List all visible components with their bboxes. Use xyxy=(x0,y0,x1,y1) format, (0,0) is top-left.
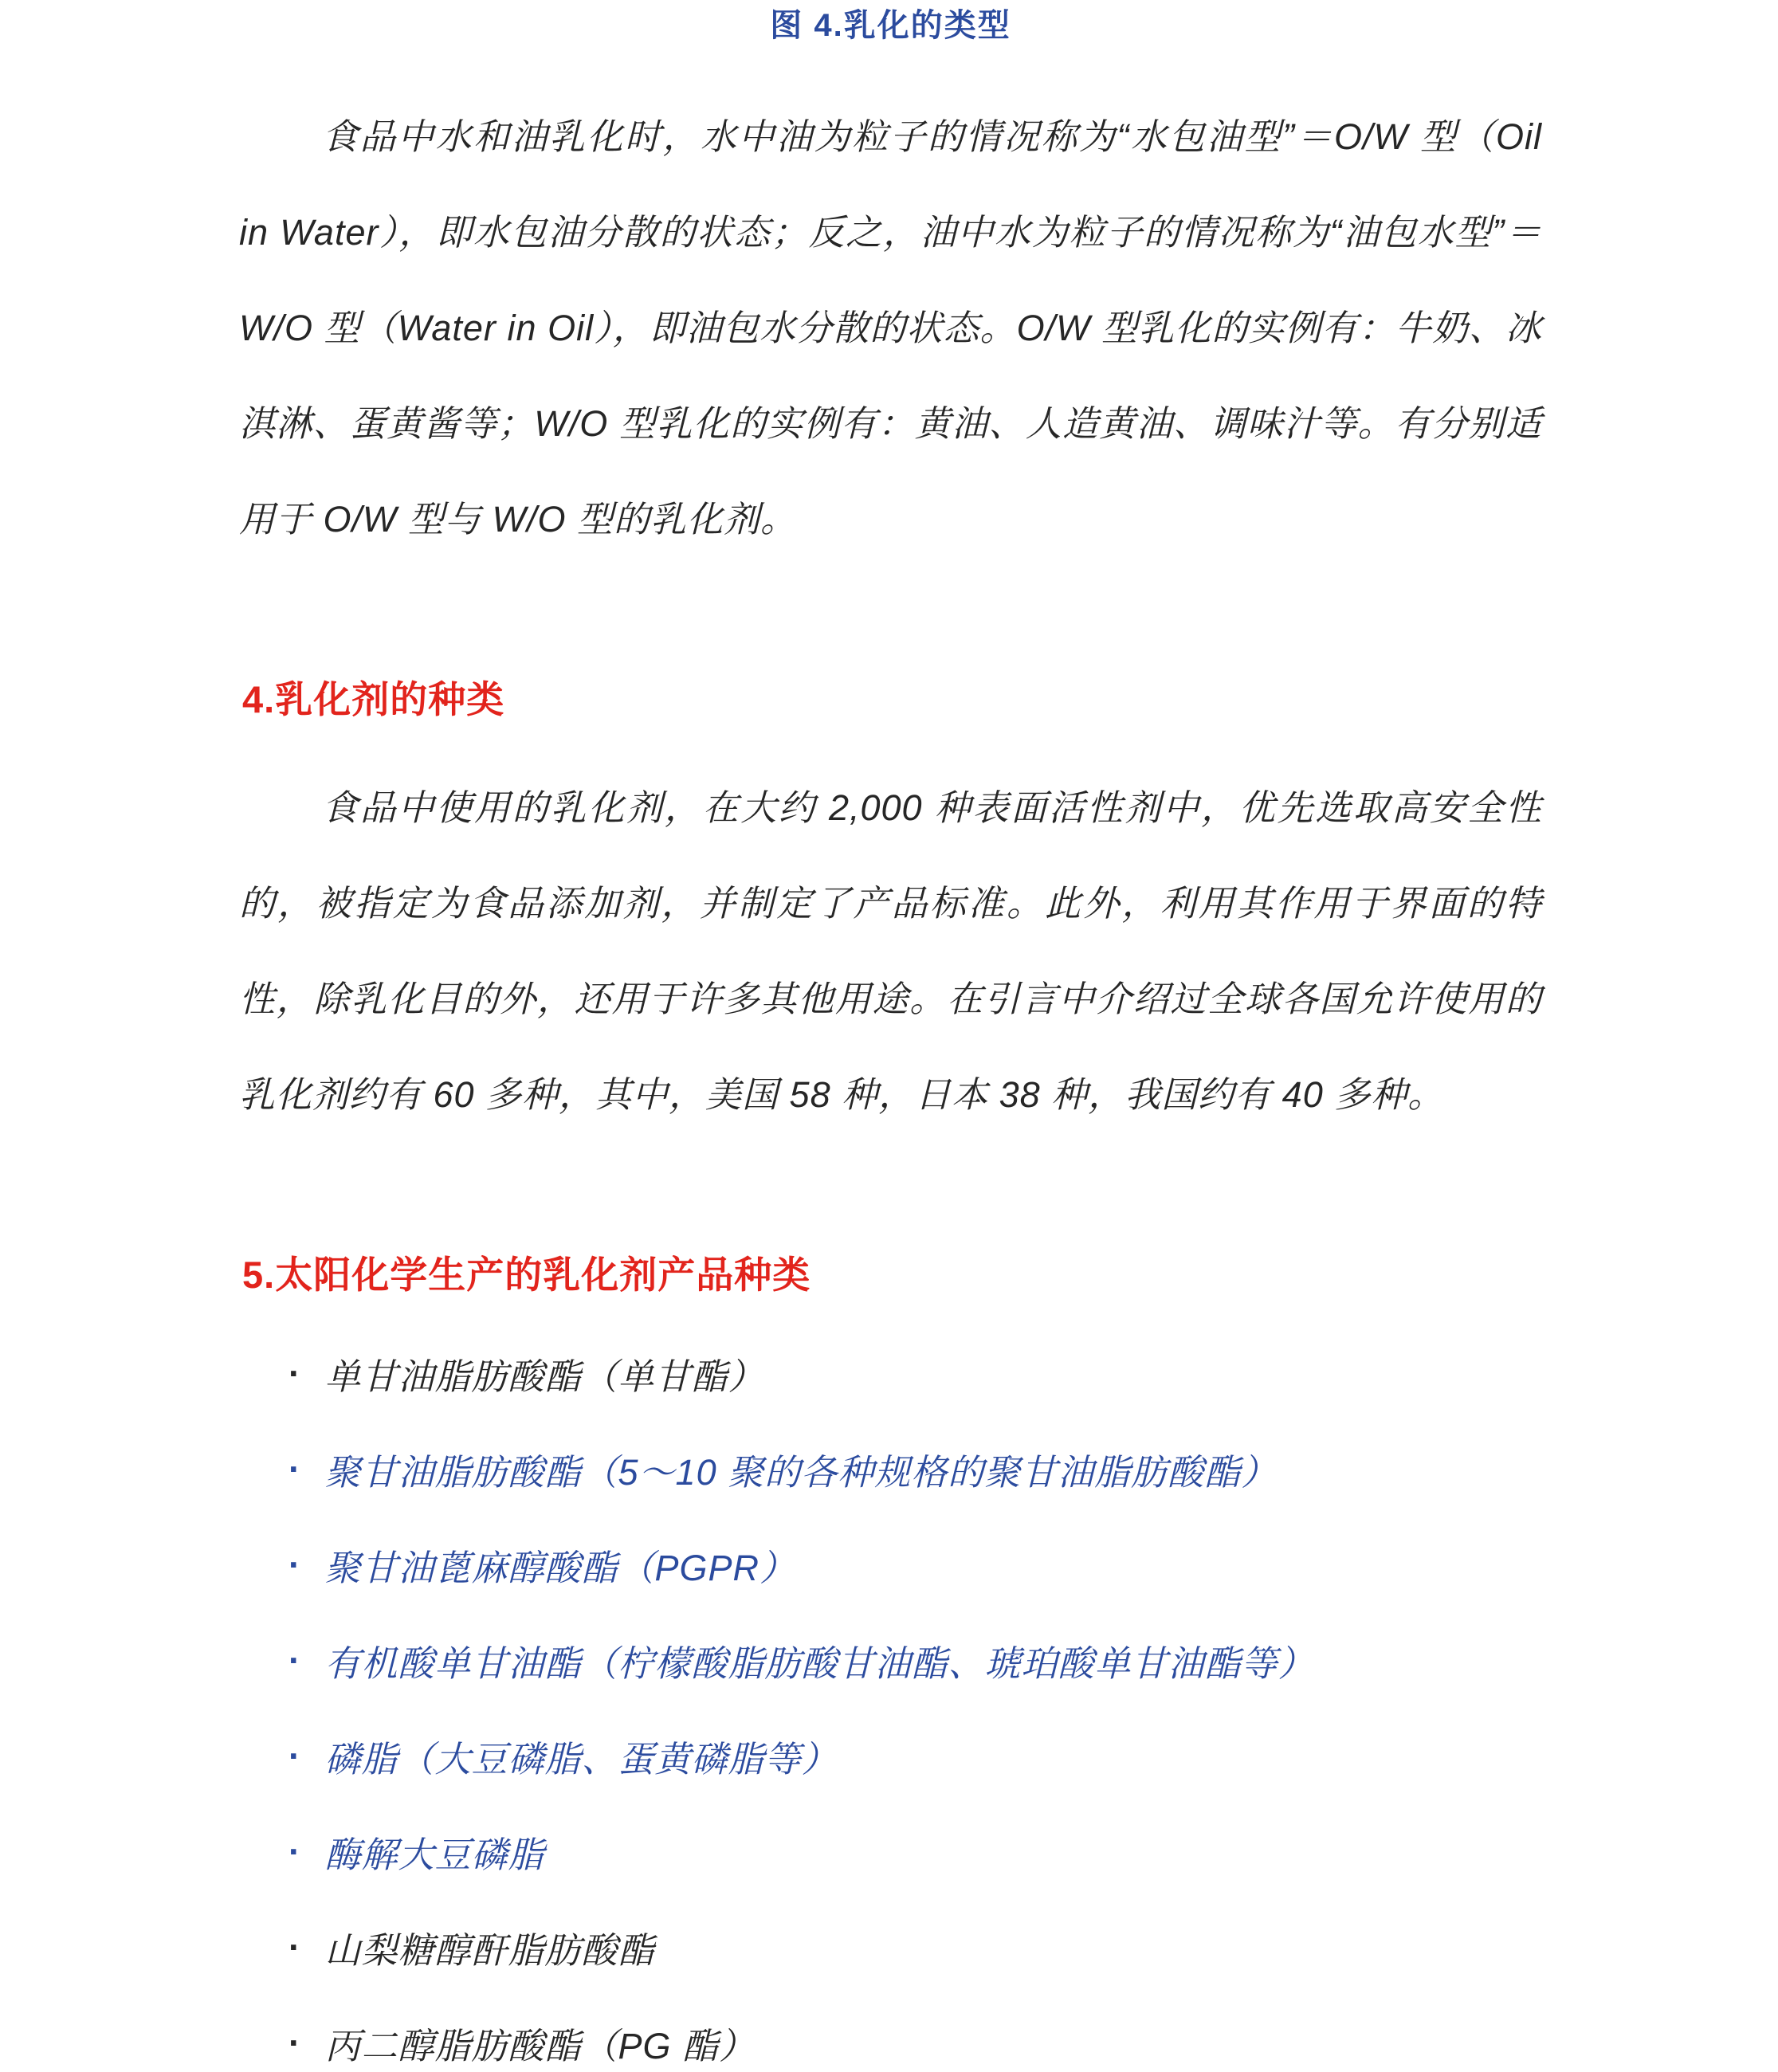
section-heading-emulsifier-types: 4.乳化剂的种类 xyxy=(242,678,505,720)
intro-paragraph: 食品中水和油乳化时，水中油为粒子的情况称为“水包油型”＝O/W 型（Oil in Water），即水包油分散的状态；反之，油中水为粒子的情况称为“油包水型”＝W/O 型（Water in Oil），即油包水分散的状态。O/W 型乳化的实例有：牛奶、冰淇淋、蛋黄酱等；W/O 型乳化的实例有：黄油、人造黄油、调味汁等。有分别适用于 O/W 型与 W/O 型的乳化剂。 xyxy=(239,116,1542,540)
bullet-icon: · xyxy=(288,2023,301,2063)
list-item-text: 山梨糖醇酐脂肪酸酯 xyxy=(324,1930,655,1971)
list-item-polyglycerol-ester xyxy=(288,1425,1542,1521)
list-item-organic-acid-monoglyceride xyxy=(288,1616,1542,1712)
section-heading-product-types: 5.太阳化学生产的乳化剂产品种类 xyxy=(242,1254,811,1296)
bullet-icon: · xyxy=(288,1449,301,1489)
list-item-text: 酶解大豆磷脂 xyxy=(324,1835,545,1875)
bullet-icon: · xyxy=(288,1640,301,1681)
list-item-text: 有机酸单甘油酯（柠檬酸脂肪酸甘油酯、琥珀酸单甘油酯等） xyxy=(324,1643,1315,1684)
list-item-text: 单甘油脂肪酸酯（单甘酯） xyxy=(324,1356,765,1397)
bullet-icon: · xyxy=(288,1831,301,1872)
list-item-text: 磷脂（大豆磷脂、蛋黄磷脂等） xyxy=(324,1739,838,1780)
bullet-icon: · xyxy=(288,1544,301,1585)
emulsifier-types-paragraph: 食品中使用的乳化剂，在大约 2,000 种表面活性剂中，优先选取高安全性的，被指定为食品添加剂，并制定了产品标准。此外，利用其作用于界面的特性，除乳化目的外，还用于许多其他用途。在引言中介绍过全球各国允许使用的乳化剂约有 60 多种，其中，美国 58 种，日本 38 种，我国约有 40 多种。 xyxy=(239,787,1542,1115)
bullet-icon: · xyxy=(288,1927,301,1968)
bullet-icon: · xyxy=(288,1353,301,1394)
figure-caption: 图 4.乳化的类型 xyxy=(770,8,1011,43)
list-item-text: 丙二醇脂肪酸酯（PG 酯） xyxy=(324,2026,756,2066)
list-item-pgpr xyxy=(288,1521,1542,1616)
list-item-sorbitan-ester xyxy=(288,1903,1542,1999)
list-item-enzymatic-soy-lecithin xyxy=(288,1807,1542,1903)
list-item-text: 聚甘油脂肪酸酯（5～10 聚的各种规格的聚甘油脂肪酸酯） xyxy=(324,1452,1278,1493)
list-item-phospholipid xyxy=(288,1712,1542,1807)
list-item-pg-ester xyxy=(288,1999,1542,2072)
list-item-monoglyceride xyxy=(288,1329,1542,1425)
list-item-text: 聚甘油蓖麻醇酸酯（PGPR） xyxy=(324,1548,797,1588)
product-list xyxy=(239,1329,1542,2072)
bullet-icon: · xyxy=(288,1736,301,1776)
